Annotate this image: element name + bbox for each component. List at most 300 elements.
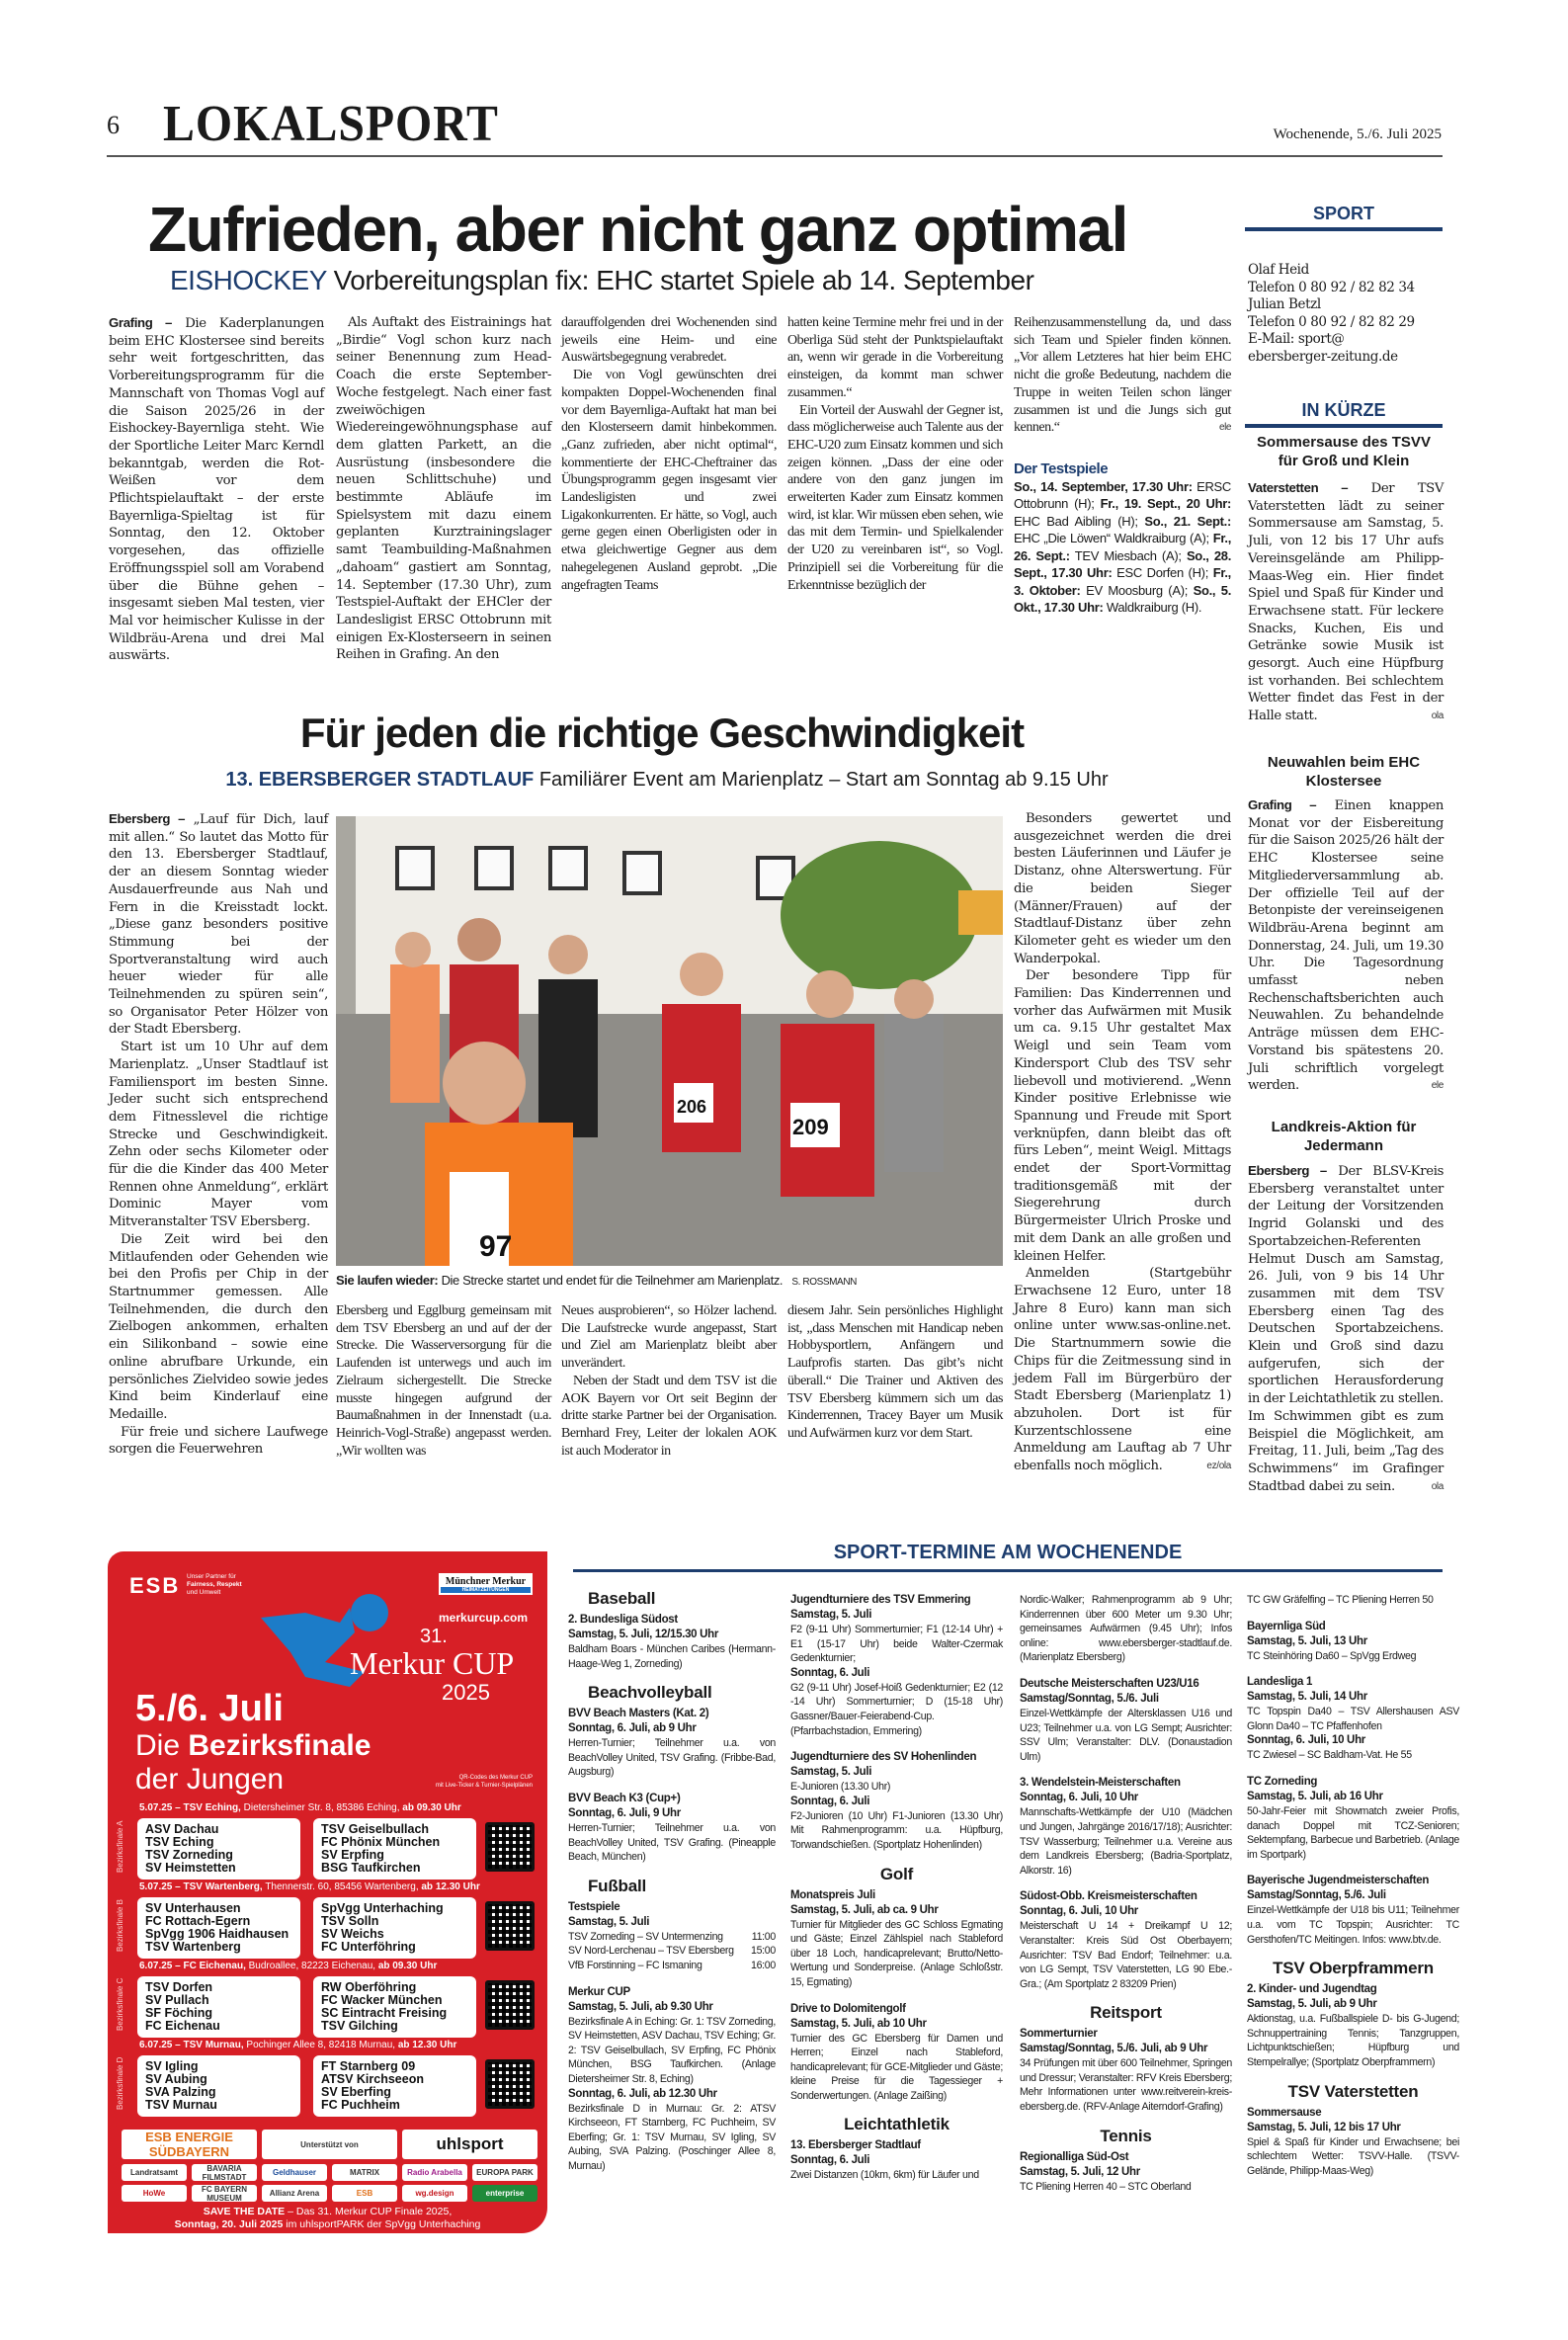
match-row	[568, 1959, 776, 1973]
text-span: SC Eintracht Freising	[321, 2006, 448, 2020]
text-span: Samstag, 5. Juli, 12/15.30 Uhr	[568, 1629, 719, 1640]
sponsor-logo: HoWe	[122, 2185, 187, 2202]
text-span: Samstag, 5. Juli	[790, 1609, 872, 1621]
termine-column-1	[568, 1581, 776, 2185]
text-span	[108, 2218, 547, 2231]
text-span: TC Zorneding	[1247, 1775, 1318, 1788]
text-span: TC Topspin Da40 – TSV Allershausen ASV Glonn Da40 – TC Pfaffenhofen	[1247, 1706, 1459, 1732]
text-span	[399, 850, 431, 886]
text-span: Mannschafts-Wettkämpfe der U10 (Mädchen und Jungen, Jahrgänge 2016/17/18); Ausrichter: TSV Wasserburg; Teilnehmer u.a. Vereine aus dem Landkreis Ebersberg; (Badria-Sportplatz, Alkorstr. 16)	[1020, 1806, 1232, 1877]
text-span	[395, 932, 431, 967]
text-span: 3. Wendelstein-Meisterschaften	[1020, 1777, 1181, 1790]
text-span: SV Igling	[145, 2059, 199, 2073]
termine-event	[1020, 1889, 1232, 1991]
text-span: TC GW Gräfelfing – TC Pliening Herren 50	[1247, 1594, 1434, 1606]
contact-box	[1248, 262, 1445, 366]
text-span: EV Moosburg (A);	[1086, 582, 1189, 598]
text-span: Bezirksfinale A in Eching: Gr. 1: TSV Zorneding, SV Heimstetten, ASV Dachau, TSV Eching; Gr. 2: TSV Geiselbullach, SV Erpfing, FC Phönix München, BSG Taufkirchen. (Anlage Dietersheimer Str. 8, Eching)	[568, 2015, 776, 2085]
article1-column-3	[561, 314, 777, 594]
text-span	[662, 1004, 741, 1152]
text-span: ESC Dorfen (H);	[1116, 565, 1209, 581]
termine-event	[790, 1750, 1003, 1852]
text-span: TSV Murnau	[145, 2098, 217, 2112]
bib-number: 97	[479, 1230, 513, 1263]
text-span	[884, 1014, 944, 1172]
termine-event	[790, 2138, 1003, 2183]
page-number: 6	[107, 111, 120, 139]
termine-event	[568, 1792, 776, 1865]
text-span	[313, 1897, 476, 1959]
sponsor-logo: EUROPA PARK	[472, 2164, 537, 2181]
text-span: 5.07.25 –	[139, 1881, 181, 1892]
text-span	[457, 918, 501, 961]
text-span	[1014, 1265, 1231, 1474]
text-span: 2. Kinder- und Jugendtag	[1247, 1983, 1377, 1996]
article1-column-4	[787, 314, 1003, 594]
text-span: 16:00	[750, 1959, 776, 1971]
text-span: Einen knappen Monat vor der Eisbereitung für die Saison 2025/26 hält der EHC Klostersee seine Mitgliederversammlung ab. Der offizielle Teil auf der Betonpiste der vereinseigenen Wildbräu-Arena beginnt am Donnerstag, 24. Juli, um 19.30 Uhr. Die Tagesordnung umfasst neben Rechenschaftsberichten auch Neuwahlen. Zu behandelnde Anträge müssen dem EHC-Vorstand bis spätestens 20. Juli schriftlich vorgelegt werden.	[1248, 798, 1444, 1094]
text-span	[139, 1802, 461, 1813]
text-span: Samstag, 5. Juli	[568, 1915, 650, 1928]
contact-name: Olaf Heid	[1248, 262, 1309, 278]
esb-logo: ESB	[129, 1573, 181, 1598]
cup-subtitle: der Jungen	[135, 1763, 285, 1796]
termine-column-3	[1020, 1593, 1232, 2206]
brief-body	[1248, 479, 1444, 725]
text-span: Die	[135, 1729, 181, 1762]
text-span: BSG Taufkirchen	[321, 1861, 421, 1875]
article1-text: Als Auftakt des Eistrainings hat „Birdie“ Vogl schon kurz nach seiner Benennung zum Head-Coach die erste September-Woche festgelegt. Nach einer fast zweiwöchigen Wiedereingewöhnungsphase auf dem glatten Parkett, an die Ausrüstung (insbesondere die neuen Schlittschuhe) und bestimmte Abläufe im Spielsystem mit dazu einem geplanten Kurztrainingslager samt Teambuilding-Maßnahmen „dahoam“ gastiert am Sonntag, 14. September (17.30 Uhr), zum Testspiel-Auftakt der EHCler der Landesligist ERSC Ottobrunn mit einigen Ex-Klosterseern in seinen Reihen in Grafing. An den	[336, 315, 551, 663]
brief-body	[1248, 796, 1444, 1095]
text-span: Neben der Stadt und dem TSV ist die AOK Bayern vor Ort seit Beginn der dritte starke Partner bei der Organisation. Bernhard Frey, Leiter der lokalen AOK ist auch Moderator in	[561, 1373, 777, 1459]
text-span: Sonntag, 6. Juli, 10 Uhr	[1247, 1734, 1365, 1747]
sidebar-rule	[1245, 424, 1443, 428]
issue-date: Wochenende, 5./6. Juli 2025	[1273, 126, 1442, 142]
text-span: Merkur CUP	[568, 1985, 630, 1998]
sponsor-esb: ESB ENERGIE SÜDBAYERN	[122, 2130, 257, 2159]
text-span: Bayerische Jugendmeisterschaften	[1247, 1875, 1430, 1887]
text-span: Für freie und sichere Laufwege sorgen die Feuerwehren	[109, 1424, 328, 1458]
text-span: Sommersause	[1247, 2106, 1322, 2119]
text-span	[137, 1897, 300, 1959]
text-span: FC Rottach-Egern	[145, 1914, 251, 1928]
text-span: Samstag/Sonntag, 5./6. Juli, ab 9 Uhr	[1020, 2043, 1208, 2055]
text-span: Turnier für Mitglieder des GC Schloss Egmating und Gäste; Einzel Zählspiel nach Stableford über 18 Loch, handicaprelevant; Brutto/Netto-Wertung und Sonderpreise. (Anlage Schloßstr. 15, Egmating)	[790, 1918, 1003, 1988]
text-span	[139, 2040, 456, 2050]
text-span	[894, 979, 934, 1019]
article1-column-2	[336, 314, 551, 664]
sidebar-rule	[1245, 227, 1443, 231]
text-span: ASV Dachau	[145, 1822, 219, 1836]
text-span: TSV Murnau,	[183, 2040, 244, 2050]
text-span: Bezirksfinale B	[116, 1899, 124, 1952]
text-span: Samstag, 5. Juli, ab ca. 9 Uhr	[790, 1903, 939, 1916]
text-span: 50-Jahr-Feier mit Showmatch zweier Profis, danach Doppel mit TCZ-Senioren; Sektempfang, Barbecue und Barbetrieb. (Anlage im Sportpark)	[1247, 1804, 1460, 1861]
text-span: Ebersberg –	[109, 811, 186, 826]
termine-column-4	[1247, 1593, 1459, 2190]
sponsor-logo: Allianz Arena	[262, 2185, 327, 2202]
text-span: Bezirksfinale C	[116, 1977, 124, 2031]
tree	[781, 841, 978, 989]
termine-event	[1247, 1620, 1459, 1664]
text-span: EHC „Die Löwen“ Waldkraiburg (A);	[1014, 531, 1209, 546]
article1-text: Reihenzusammenstellung da, und dass sich Team und Spieler finden können. „Vor allem Letzteres hat hier beim EHC nicht die große Bedeutung, nachdem die Truppe in weiten Teilen schon länger zusammen ist und die Jungs sich gut kennen.“	[1014, 315, 1231, 436]
text-span: Sonntag, 6. Juli, ab 9 Uhr	[568, 1722, 697, 1735]
text-span: TC Zwiesel – SC Baldham-Vat. He 55	[1247, 1749, 1412, 1762]
termine-event	[568, 1613, 776, 1671]
text-span: F2 (9-11 Uhr) Sommerturnier; F1 (12-14 Uhr) + E1 (15-17 Uhr) beide Walter-Czermak Gedenkturnier;	[790, 1624, 1003, 1665]
brief-title: Landkreis-Aktion für Jedermann	[1271, 1119, 1417, 1154]
text-span: TSV Solln	[321, 1914, 379, 1928]
text-span: F2-Junioren (10 Uhr) F1-Junioren (13.30 Uhr) Mit Rahmenprogramm: u.a. Hüpfburg, Torwandschießen. (Sportplatz Hohenlinden)	[790, 1809, 1003, 1851]
article1-kicker: EISHOCKEY	[170, 265, 327, 295]
text-span	[548, 935, 588, 974]
text-span: SV Nord-Lerchenau – TSV Ebersberg	[568, 1945, 734, 1958]
runners-illustration	[336, 816, 1003, 1266]
text-span: Samstag, 5. Juli, ab 9 Uhr	[1247, 1998, 1377, 2011]
text-span: Fairness, Respekt	[187, 1581, 242, 1588]
brief-title: Neuwahlen beim EHC Klostersee	[1267, 754, 1421, 790]
text-span: Monatspreis Juli	[790, 1888, 875, 1901]
text-span: TSV Zorneding	[145, 1848, 233, 1862]
text-span: Bayernliga Süd	[1247, 1620, 1326, 1632]
text-span: Der BLSV-Kreis Ebersberg veranstaltet unter der Leitung der Vorsitzenden Ingrid Golanski und des Sportabzeichen-Referenten Helmut Dusch am Samstag, 26. Juli, von 9 bis 14 Uhr zusammen mit dem TSV Ebersberg einen Tag des Deutschen Sportabzeichens. Klein und Groß sind dazu aufgerufen, sich der sportlichen Herausforderung in der Leichtathletik zu stellen. Im Schwimmen gibt es zum Beispiel die Möglichkeit, am Freitag, 11. Juli, beim „Tag des Schwimmens“ im Grafinger Stadtbad dabei zu sein.	[1248, 1164, 1444, 1494]
termine-event	[1020, 2150, 1232, 2195]
termine-event	[1020, 2027, 1232, 2114]
cup-edition: 31.	[420, 1626, 448, 1647]
section-title: LOKALSPORT	[163, 96, 499, 152]
cup-name: Merkur CUP	[350, 1645, 515, 1681]
article1-dateline: Grafing –	[109, 315, 173, 330]
text-span: Samstag/Sonntag, 5./6. Juli	[1020, 1692, 1159, 1705]
text-span: Fr., 3. Oktober:	[1014, 565, 1231, 598]
text-span: ATSV Kirchseeon	[321, 2072, 424, 2086]
text-span	[139, 1881, 480, 1892]
text-span: Budroallee, 82223 Eichenau,	[248, 1961, 376, 1971]
merkurcup-url[interactable]: merkurcup.com	[439, 1611, 529, 1625]
termine-event	[1247, 2106, 1459, 2179]
match-row	[568, 1930, 776, 1945]
text-span: Münchner Merkur	[445, 1576, 527, 1587]
text-span: Testspiele	[568, 1900, 620, 1913]
termine-category: Golf	[879, 1864, 914, 1883]
text-span: Bezirksfinale D	[116, 2056, 124, 2110]
text-span: Aktionstag, u.a. Fußballspiele D- bis G-Jugend; Schnuppertraining Tennis; Tanzgruppen, Lichtpunktschießen; Hüpfburg und Stempelrallye; (Sportplatz Oberpframmern)	[1247, 2013, 1459, 2068]
testspiele-title: Der Testspiele	[1014, 460, 1109, 477]
text-span: Pochinger Allee 8, 82418 Murnau,	[246, 2040, 396, 2050]
text-span: SV Unterhausen	[145, 1901, 241, 1915]
text-span: SV Erpfing	[321, 1848, 384, 1862]
sponsor-uhlsport: uhlsport	[402, 2130, 537, 2159]
text-span: TSV Wartenberg,	[183, 1881, 263, 1892]
text-span	[109, 314, 324, 665]
text-span: „Lauf für Dich, lauf mit allen.“ So lautet das Motto für den 13. Ebersberger Stadtlauf, der an diesem Sonntag wieder Ausdauerfreunde aus Nah und Fern in die Kreisstadt lockt. „Diese ganz besonders positive Stimmung bei der Sportveranstaltung wird auch heuer wieder für alle Teilnehmenden zu spüren sein“, so Organisator Peter Hölzer von der Stadt Ebersberg.	[109, 812, 328, 1038]
text-span	[390, 964, 440, 1103]
text-span	[1014, 314, 1231, 437]
contact-phone: Telefon 0 80 92 / 82 82 29	[1248, 313, 1415, 330]
text-span	[538, 979, 598, 1137]
article2-column-1	[109, 810, 328, 1459]
text-span: QR-Codes des Merkur CUP	[458, 1775, 533, 1781]
article2-subheadline: Familiärer Event am Marienplatz – Start am Sonntag ab 9.15 Uhr	[538, 769, 1109, 791]
text-span: 2. Bundesliga Südost	[568, 1614, 678, 1626]
text-span: FC Puchheim	[321, 2098, 400, 2112]
in-kuerze-heading: IN KÜRZE	[1301, 400, 1386, 420]
text-span: HEIMATZEITUNGEN	[441, 1587, 531, 1593]
termine-category: Leichtathletik	[844, 2115, 949, 2134]
text-span: Jugendturniere des SV Hohenlinden	[790, 1751, 977, 1764]
text-span	[137, 1818, 300, 1880]
text-span: Sonntag, 20. Juli 2025	[174, 2218, 284, 2230]
text-span: So., 21. Sept.:	[1144, 513, 1231, 529]
text-span: Grafing –	[1248, 797, 1317, 812]
text-span: Start ist um 10 Uhr auf dem Marienplatz. „Unser Stadtlauf ist Familiensport im besten Sinne. Jeder sucht sich entsprechend dem Fitnesslevel die richtige Strecke und Geschwindigkeit. Zehn oder sechs Kilometer oder für die die Kinder das 400 Meter Rennen ohne Anmeldung“, erklärt Dominic Mayer vom Mitveranstalter TSV Ebersberg.	[109, 1040, 328, 1230]
text-span	[351, 1594, 388, 1631]
text-span: Sonntag, 6. Juli, 10 Uhr	[1020, 1792, 1138, 1804]
text-span	[313, 1818, 476, 1880]
cup-year: 2025	[442, 1680, 490, 1705]
caption-text: Die Strecke startet und endet für die Teilnehmer am Marienplatz.	[441, 1273, 784, 1288]
merkur-cup-ad[interactable]	[108, 1551, 547, 2233]
text-span	[680, 953, 723, 996]
termine-event	[1247, 1675, 1459, 1763]
text-span: ola	[1431, 1480, 1444, 1492]
termine-event	[1247, 1593, 1459, 1608]
sport-termine-rule	[573, 1569, 1443, 1572]
qr-code-icon[interactable]	[485, 2059, 535, 2109]
sponsor-supporters: Unterstützt von	[262, 2130, 397, 2159]
text-span: Samstag, 5. Juli, 12 Uhr	[1020, 2165, 1140, 2178]
text-span: Unser Partner für	[187, 1573, 236, 1580]
text-span: Neues ausprobieren“, so Hölzer lachend. Die Laufstrecke wurde angepasst, Start und Ziel am Marienplatz bleibt aber unverändert.	[561, 1303, 777, 1372]
text-span: Bezirksfinale D in Murnau: Gr. 2: ATSV Kirchseeon, FT Starnberg, FC Puchheim, SV Eberfing; Gr. 1: TSV Murnau, SV Igling, SV Aubing, SVA Palzing. (Poschinger Allee 8, Murnau)	[568, 2102, 776, 2172]
contact-phone: Telefon 0 80 92 / 82 82 34	[1248, 279, 1415, 295]
text-span: Einzel-Wettkämpfe der U18 bis U11; Teilnehmer u.a. vom TC Topspin; Ausrichter: TC Gersthofen/TC Meitingen. Infos: www.btv.de.	[1247, 1904, 1459, 1946]
text-span: SV Pullach	[145, 1993, 209, 2007]
text-span	[443, 1042, 526, 1125]
text-span: Sonntag, 6. Juli, 9 Uhr	[568, 1806, 681, 1819]
text-span: Dietersheimer Str. 8, 85386 Eching,	[243, 1802, 400, 1813]
text-span: Samstag, 5. Juli, 13 Uhr	[1247, 1634, 1367, 1647]
text-span: TSV Wartenberg	[145, 1940, 241, 1954]
text-span	[806, 970, 854, 1018]
text-span: Nordic-Walker; Rahmenprogramm ab 9 Uhr; Kinderrennen über 600 Meter um 9.30 Uhr; gemeinsames Aufwärmen (9.45 Uhr); Infos online: www.ebersberger-stadtlauf.de. (Marienplatz Ebersberg)	[1020, 1594, 1232, 1664]
text-span: Bezirksfinale	[188, 1729, 371, 1762]
termine-event	[568, 1707, 776, 1780]
article2-subheadline-row	[128, 769, 1205, 792]
article1-column-1	[109, 314, 324, 665]
termine-event	[1020, 1677, 1232, 1764]
sidebar-sport-heading: SPORT	[1312, 204, 1374, 223]
text-span: FC Wacker München	[321, 1993, 443, 2007]
sport-termine-heading: SPORT-TERMINE AM WOCHENENDE	[833, 1542, 1183, 1563]
text-span: TC Steinhöring Da60 – SpVgg Erdweg	[1247, 1649, 1417, 1662]
termine-event	[568, 1985, 776, 2174]
text-span: TSV Dorfen	[145, 1980, 213, 1994]
termine-event	[1020, 1776, 1232, 1878]
text-span: ab 12.30 Uhr	[421, 1881, 480, 1892]
text-span: Landesliga 1	[1247, 1676, 1313, 1689]
text-span	[1248, 479, 1444, 725]
text-span	[1248, 796, 1444, 1095]
text-span: Sonntag, 6. Juli, ab 12.30 Uhr	[568, 2087, 717, 2100]
text-span: TSV Eching,	[183, 1802, 241, 1813]
bib-number: 209	[792, 1115, 829, 1139]
text-span: ola	[1431, 710, 1444, 722]
bib-number: 206	[677, 1097, 707, 1117]
article1-headline: Zufrieden, aber nicht ganz optimal	[148, 194, 1127, 265]
sponsor-logo: MATRIX	[332, 2164, 397, 2181]
text-span: diesem Jahr. Sein persönliches Highlight ist, „dass Menschen mit Handicap neben Hobbysportlern, Anfängern und Laufprofis starten. Das gibt’s nicht überall.“ Die Trainer und Aktiven des TSV Ebersberg kümmern sich um das Kinderrennen, Tracey Bayer um Musik und Aufwärmen kurz vor dem Start.	[787, 1303, 1003, 1441]
text-span: ez/ola	[1206, 1461, 1231, 1472]
text-span: SpVgg Unterhaching	[321, 1901, 444, 1915]
text-span: Einzel-Wettkämpfe der Altersklassen U16 und U23; Teilnehmer u.a. von LG Sempt; Ausrichter: SSV Ulm; Veranstalter: DLV. (Donaustadion Ulm)	[1020, 1707, 1232, 1763]
text-span: Samstag, 5. Juli, ab 16 Uhr	[1247, 1790, 1383, 1802]
text-span: Waldkraiburg (H).	[1106, 600, 1202, 616]
text-span: FC Eichenau	[145, 2019, 220, 2033]
text-span: SAVE THE DATE	[203, 2206, 286, 2217]
text-span: Samstag, 5. Juli	[790, 1766, 872, 1779]
sponsor-logo: Radio Arabella	[402, 2164, 467, 2181]
termine-category: Reitsport	[1090, 2003, 1162, 2023]
termine-category: TSV Oberpframmern	[1273, 1959, 1434, 1978]
text-span: BVV Beach K3 (Cup+)	[568, 1792, 681, 1804]
text-span: Anmelden (Startgebühr Erwachsene 12 Euro, unter 18 Jahre 8 Euro) kann man sich online unter www.sas-online.net. Die Startnummern sowie die Chips für die Zeitmessung sind in jedem Fall im Bürgerbüro der Stadt Ebersberg (Marienplatz 1) abzuholen. Dort ist für Kurzentschlossene eine Anmeldung am Lauftag ab 7 Uhr ebenfalls noch möglich.	[1014, 1266, 1231, 1474]
text-span: Regionalliga Süd-Ost	[1020, 2150, 1129, 2163]
text-span	[958, 890, 1003, 935]
termine-event	[1247, 1874, 1459, 1947]
text-span: G2 (9-11 Uhr) Josef-Hoiß Gedenkturnier; E2 (12 -14 Uhr) Sommerturnier; D (15-18 Uhr) Gassner/Bauer-Feierabend-Cup. (Pfarrbachstadion, Emmering)	[790, 1681, 1003, 1737]
article2-column-2	[336, 1302, 551, 1460]
termine-event	[790, 1593, 1003, 1738]
termine-category: Baseball	[588, 1589, 656, 1608]
article1-text: Ein Vorteil der Auswahl der Gegner ist, dass möglicherweise auch Talente aus der EHC-U20 zum Einsatz kommen und sich zeigen können. „Dass der eine oder andere von den ganz jungen im erweiterten Kader zum Einsatz kommen wird, ist klar. Wir müssen eben sehen, wie das mit dem Termin- und Spielkalender der U20 zu vereinbaren ist“, so Vogl. Prinzipiell sei die Vorbereitung für die Erkenntnisse bezüglich der	[787, 402, 1003, 593]
header-rule	[107, 155, 1443, 157]
text-span: SV Weichs	[321, 1927, 384, 1941]
text-span: E-Junioren (13.30 Uhr)	[790, 1781, 891, 1794]
text-span: Meisterschaft U 14 + Dreikampf U 12; Veranstalter: Kreis Süd Ost Oberbayern; Ausrichter: TSV Bad Endorf; Teilnehmer: u.a. von LG Sempt, TSV Vaterstetten, LG 90 Ebe.-Gra.; (Am Sportplatz 2 83209 Prien)	[1020, 1920, 1232, 1990]
text-span: mit Live-Ticker & Turnier-Spielplänen	[435, 1783, 533, 1789]
text-span: Fr., 26. Sept.:	[1014, 531, 1232, 563]
text-span: 34 Prüfungen mit über 600 Teilnehmer, Springen und Dressur; Veranstalter: RFV Kreis Ebersberg; Mehr Informationen unter www.reitverein-kreis-ebersberg.de. (RFV-Anlage Aiterndorf-Grafing)	[1020, 2057, 1232, 2114]
article2-column-4	[787, 1302, 1003, 1443]
termine-category: Beachvolleyball	[588, 1683, 712, 1703]
qr-code-icon[interactable]	[485, 1901, 535, 1951]
text-span: Zwei Distanzen (10km, 6km) für Läufer und	[790, 2169, 979, 2182]
text-span: 15:00	[750, 1945, 776, 1958]
contact-email-domain[interactable]: ebersberger-zeitung.de	[1248, 348, 1398, 365]
article1-text: Die Kaderplanungen beim EHC Klostersee sind bereits sehr weit fortgeschritten, das Vorbereitungsprogramm für die Mannschaft von Thomas Vogl auf die Saison 2025/26 in der Eishockey-Bayernliga steht. Wie der Sportliche Leiter Marc Kerndl bekanntgab, werden die Rot-Weißen vor dem Pflichtspielauftakt – der erste Bayernliga-Spieltag ist für Sonntag, den 12. Oktober vorgesehen, das offizielle Eröffnungsspiel soll am Vorabend über die Bühne gehen – insgesamt sieben Mal testen, vier Mal vor heimischer Kulisse in der Wildbräu-Arena und drei Mal auswärts.	[109, 316, 324, 664]
photo-credit: S. ROSSMANN	[791, 1277, 857, 1288]
qr-code-icon[interactable]	[485, 1822, 535, 1872]
termine-category: TSV Vaterstetten	[1287, 2081, 1419, 2101]
text-span: Der besondere Tipp für Familien: Das Kinderrennen und vorher das Aufwärmen mit Musik um ca. 9.15 Uhr gestaltet Max Weigl und sein Team vom Kindersport Club des TSV sehr liebevoll und motivierend. „Wenn Kinder positive Erlebnisse wie Spannung und Freude mit Sport verknüpfen, dann bleibt das oft fürs Leben“, meint Weigl. Mittags endet der Sport-Vormittag traditionsgemäß mit der Siegerehrung durch Bürgermeister Ulrich Proske und mit dem Dank an alle großen und kleinen Helfer.	[1014, 968, 1231, 1264]
sponsor-logo: Geldhauser	[262, 2164, 327, 2181]
text-span: Jugendturniere des TSV Emmering	[790, 1594, 971, 1606]
text-span: SV Heimstetten	[145, 1861, 236, 1875]
text-span: SVA Palzing	[145, 2085, 216, 2099]
text-span: 13. Ebersberger Stadtlauf	[790, 2139, 921, 2152]
text-span: Die Zeit wird bei den Mitlaufenden oder Gehenden wie bei den Profis per Chip in der Startnummer gemessen. Alle Teilnehmenden, die durch den Zielbogen ankommen, erhalten ein Silikonband – sowie eine online abrufbare Urkunde, ein persönliches Zielvideo sowie jedes Kind beim Kinderlauf eine Medaille.	[109, 1231, 328, 1422]
text-span	[313, 2055, 476, 2117]
termine-event	[568, 1900, 776, 1973]
text-span	[626, 855, 658, 891]
muenchner-merkur-logo	[439, 1573, 533, 1595]
sponsor-logo: BAVARIA FILMSTADT	[192, 2164, 257, 2181]
text-span: Bezirksfinale A	[116, 1820, 124, 1873]
photo-caption	[336, 1273, 1008, 1288]
article2-headline: Für jeden die richtige Geschwindigkeit	[299, 710, 1025, 756]
text-span: 6.07.25 –	[139, 1961, 181, 1971]
qr-note	[404, 1774, 533, 1790]
text-span: TSV Gilching	[321, 2019, 398, 2033]
text-span: Besonders gewertet und ausgezeichnet werden die drei besten Läuferinnen und Läufer je Distanz, ohne Alterswertung. Für die beiden Sieger (Männer/Frauen) auf der Stadtlauf-Distanz über zehn Kilometer geht es wieder um den Wanderpokal.	[1014, 811, 1231, 966]
text-span: TSV Eching	[145, 1835, 214, 1849]
qr-code-icon[interactable]	[485, 1980, 535, 2030]
text-span: Sonntag, 6. Juli	[790, 1666, 870, 1679]
text-span: SV Aubing	[145, 2072, 207, 2086]
save-the-date	[108, 2206, 547, 2231]
text-span: Samstag, 5. Juli, 14 Uhr	[1247, 1691, 1367, 1704]
article1-signature: ele	[1219, 422, 1231, 434]
text-span: Südost-Obb. Kreismeisterschaften	[1020, 1890, 1197, 1903]
text-span: Drive to Dolomitengolf	[790, 2002, 906, 2015]
text-span: EHC Bad Aibling (H);	[1014, 513, 1138, 529]
article1-subheadline-row	[170, 265, 1033, 296]
text-span: Fr., 19. Sept., 20 Uhr:	[1100, 496, 1232, 512]
article1-subheadline: Vorbereitungsplan fix: EHC startet Spiele ab 14. September	[333, 265, 1034, 295]
text-span: Sommerturnier	[1020, 2028, 1098, 2041]
termine-event	[790, 2002, 1003, 2104]
text-span: im uhlsportPARK der SpVgg Unterhaching	[286, 2218, 481, 2230]
text-span: ab 09.30 Uhr	[377, 1961, 438, 1971]
cup-title	[135, 1729, 371, 1763]
text-span: TSV Geiselbullach	[321, 1822, 430, 1836]
text-span: TC Pliening Herren 40 – STC Oberland	[1020, 2180, 1192, 2193]
termine-event	[1247, 1982, 1459, 2069]
text-span: So., 28. Sept., 17.30 Uhr:	[1014, 547, 1232, 581]
text-span: RW Oberföhring	[321, 1980, 417, 1994]
text-span: SpVgg 1906 Haidhausen	[145, 1927, 289, 1941]
text-span: Spiel & Spaß für Kinder und Erwachsene; bei schlechtem Wetter: TSVV-Halle. (TSVV-Gelände, Philipp-Maas-Weg)	[1247, 2135, 1459, 2177]
article2-kicker: 13. EBERSBERGER STADTLAUF	[225, 769, 535, 791]
text-span: Sonntag, 6. Juli, 10 Uhr	[1020, 1905, 1138, 1918]
text-span: Der TSV Vaterstetten lädt zu seiner Sommersause am Samstag, 5. Juli, von 12 bis 17 Uhr aufs Vereinsgelände am Philipp-Maas-Weg ein. Hier findet Spiel und Spaß für Kinder und Erwachsene statt. Für leckere Snacks, Kuchen, Eis und Getränke sowie Musik ist gesorgt. Auch eine Hüpfburg ist vorhanden. Bei schlechtem Wetter findet das Fest in der Halle statt.	[1248, 481, 1444, 724]
sponsor-logo: wg.design	[402, 2185, 467, 2202]
testspiele-list	[1014, 478, 1231, 617]
sponsor-logo: ESB	[332, 2185, 397, 2202]
termine-column-2	[790, 1593, 1003, 2195]
article1-column-5	[1014, 314, 1231, 617]
caption-lead: Sie laufen wieder:	[336, 1273, 439, 1288]
text-span: SF Föching	[145, 2006, 213, 2020]
text-span: ab 12.30 Uhr	[397, 2040, 457, 2050]
text-span	[1248, 1162, 1444, 1495]
text-span: TEV Miesbach (A);	[1074, 547, 1182, 563]
text-span: Samstag, 5. Juli, ab 9.30 Uhr	[568, 2000, 713, 2013]
text-span: Samstag, 5. Juli, ab 10 Uhr	[790, 2017, 927, 2030]
text-span: BVV Beach Masters (Kat. 2)	[568, 1708, 709, 1720]
text-span: FC Eichenau,	[183, 1961, 246, 1971]
text-span	[108, 2206, 547, 2218]
article2-column-5	[1014, 810, 1231, 1475]
text-span: und Umwelt	[187, 1589, 221, 1596]
text-span	[139, 1961, 437, 1971]
cup-date: 5./6. Juli	[135, 1688, 284, 1729]
text-span	[137, 2055, 300, 2117]
termine-category: Tennis	[1100, 2126, 1152, 2145]
text-span: Samstag, 5. Juli, 12 bis 17 Uhr	[1247, 2121, 1401, 2133]
